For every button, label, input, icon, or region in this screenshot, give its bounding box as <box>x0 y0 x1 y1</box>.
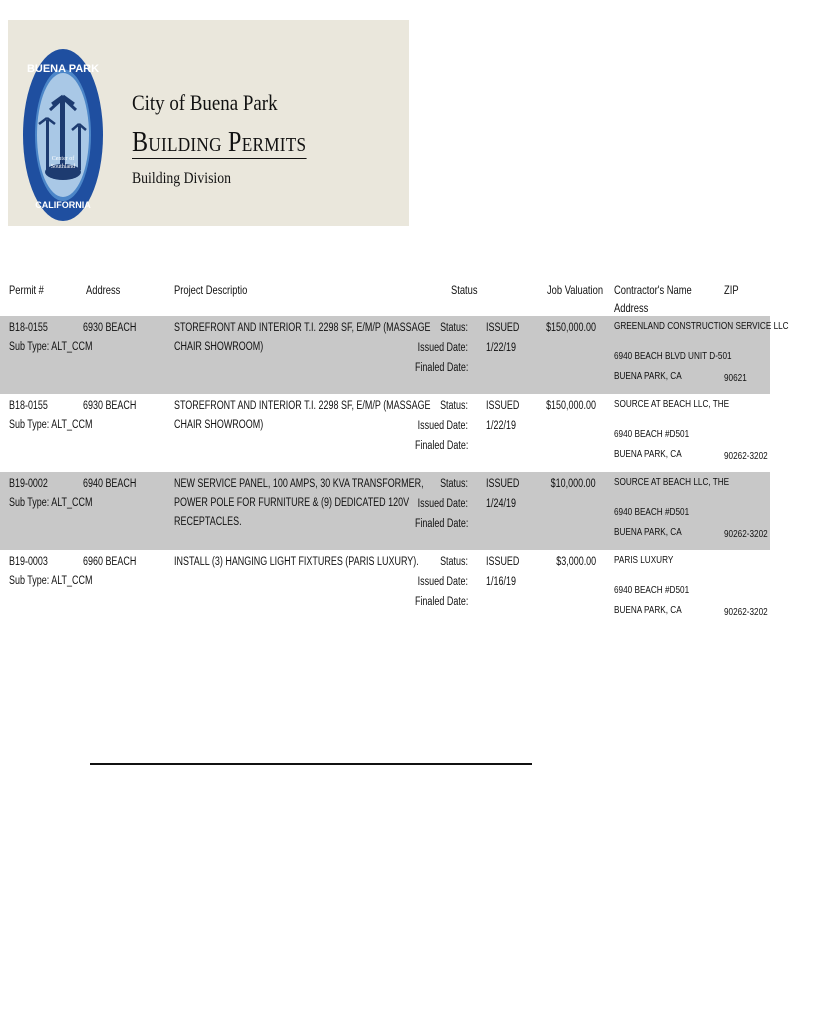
issued-label: Issued Date: <box>417 342 468 354</box>
col-header-status: Status <box>451 283 478 297</box>
permit-number: B19-0003 <box>9 556 48 568</box>
contractor-zip: 90262-3202 <box>724 606 768 618</box>
contractor-name: PARIS LUXURY <box>614 554 674 566</box>
finaled-label: Finaled Date: <box>414 518 469 530</box>
project-description <box>174 553 424 572</box>
col-header-contractor: Contractor's Name <box>614 283 692 297</box>
issued-label: Issued Date: <box>417 498 468 510</box>
description-line: POWER POLE FOR FURNITURE & (9) DEDICATED 120V <box>174 497 410 509</box>
contractor-street: 6940 BEACH BLVD UNIT D-501 <box>614 350 732 362</box>
status-value: ISSUED <box>486 322 520 334</box>
table-row <box>0 394 770 472</box>
status-value: ISSUED <box>486 400 520 412</box>
permit-address: 6960 BEACH <box>83 556 137 568</box>
description-line: STOREFRONT AND INTERIOR T.I. 2298 SF, E/M/P (MASSAGE <box>174 322 431 334</box>
description-line: NEW SERVICE PANEL, 100 AMPS, 30 KVA TRANSFORMER, <box>174 478 424 490</box>
finaled-label: Finaled Date: <box>414 440 469 452</box>
permit-subtype: Sub Type: ALT_CCM <box>9 497 93 509</box>
job-valuation: $10,000.00 <box>551 478 596 490</box>
job-valuation: $150,000.00 <box>546 322 596 334</box>
permit-number: B18-0155 <box>9 400 48 412</box>
col-header-contractor-address: Address <box>614 301 649 315</box>
contractor-zip: 90262-3202 <box>724 528 768 540</box>
status-value: ISSUED <box>486 478 520 490</box>
project-description <box>174 319 431 357</box>
contractor-zip: 90262-3202 <box>724 450 768 462</box>
page-title: Building Permits <box>132 127 307 158</box>
status-labels <box>400 474 468 534</box>
header-banner <box>8 20 409 226</box>
job-valuation: $3,000.00 <box>556 556 596 568</box>
status-labels <box>400 552 468 612</box>
issued-label: Issued Date: <box>417 576 468 588</box>
col-header-address: Address <box>86 283 121 297</box>
city-name: City of Buena Park <box>132 90 278 115</box>
status-label: Status: <box>440 478 468 490</box>
table-row <box>0 550 770 628</box>
contractor-city: BUENA PARK, CA <box>614 448 682 460</box>
description-line: CHAIR SHOWROOM) <box>174 341 264 353</box>
description-line: CHAIR SHOWROOM) <box>174 419 264 431</box>
contractor-name: SOURCE AT BEACH LLC, THE <box>614 398 730 410</box>
seal-center-text: Center of <box>51 156 75 162</box>
contractor-name: GREENLAND CONSTRUCTION SERVICE LLC <box>614 320 789 332</box>
status-label: Status: <box>440 400 468 412</box>
contractor-city: BUENA PARK, CA <box>614 526 682 538</box>
signature-line <box>90 763 532 765</box>
description-line: INSTALL (3) HANGING LIGHT FIXTURES (PARIS LUXURY). <box>174 556 419 568</box>
svg-text:Southland: Southland <box>50 164 76 170</box>
col-header-zip: ZIP <box>724 283 739 297</box>
project-description <box>174 475 424 532</box>
status-label: Status: <box>440 322 468 334</box>
status-label: Status: <box>440 556 468 568</box>
description-line: RECEPTACLES. <box>174 516 242 528</box>
status-labels <box>400 396 468 456</box>
contractor-street: 6940 BEACH #D501 <box>614 506 690 518</box>
col-header-description: Project Descriptio <box>174 283 248 297</box>
issued-date: 1/22/19 <box>486 342 516 354</box>
seal-bottom-text: CALIFORNIA <box>35 200 91 210</box>
issued-label: Issued Date: <box>417 420 468 432</box>
status-value: ISSUED <box>486 556 520 568</box>
permit-subtype: Sub Type: ALT_CCM <box>9 341 93 353</box>
finaled-label: Finaled Date: <box>414 596 469 608</box>
permit-subtype: Sub Type: ALT_CCM <box>9 575 93 587</box>
contractor-street: 6940 BEACH #D501 <box>614 584 690 596</box>
division-name: Building Division <box>132 170 232 187</box>
contractor-city: BUENA PARK, CA <box>614 370 682 382</box>
project-description <box>174 397 431 435</box>
col-header-permit: Permit # <box>9 283 44 297</box>
permit-address: 6930 BEACH <box>83 322 137 334</box>
permit-number: B19-0002 <box>9 478 48 490</box>
contractor-zip: 90621 <box>724 372 747 384</box>
finaled-label: Finaled Date: <box>414 362 469 374</box>
contractor-city: BUENA PARK, CA <box>614 604 682 616</box>
table-row <box>0 472 770 550</box>
issued-date: 1/24/19 <box>486 498 516 510</box>
permit-address: 6930 BEACH <box>83 400 137 412</box>
contractor-street: 6940 BEACH #D501 <box>614 428 690 440</box>
status-labels <box>400 318 468 378</box>
seal-top-text: BUENA PARK <box>26 63 100 75</box>
col-header-valuation: Job Valuation <box>547 283 604 297</box>
description-line: STOREFRONT AND INTERIOR T.I. 2298 SF, E/M/P (MASSAGE <box>174 400 431 412</box>
permit-subtype: Sub Type: ALT_CCM <box>9 419 93 431</box>
contractor-name: SOURCE AT BEACH LLC, THE <box>614 476 730 488</box>
permit-number: B18-0155 <box>9 322 48 334</box>
table-row <box>0 316 789 394</box>
city-seal-logo <box>22 48 104 223</box>
permit-address: 6940 BEACH <box>83 478 137 490</box>
job-valuation: $150,000.00 <box>546 400 596 412</box>
issued-date: 1/16/19 <box>486 576 516 588</box>
issued-date: 1/22/19 <box>486 420 516 432</box>
